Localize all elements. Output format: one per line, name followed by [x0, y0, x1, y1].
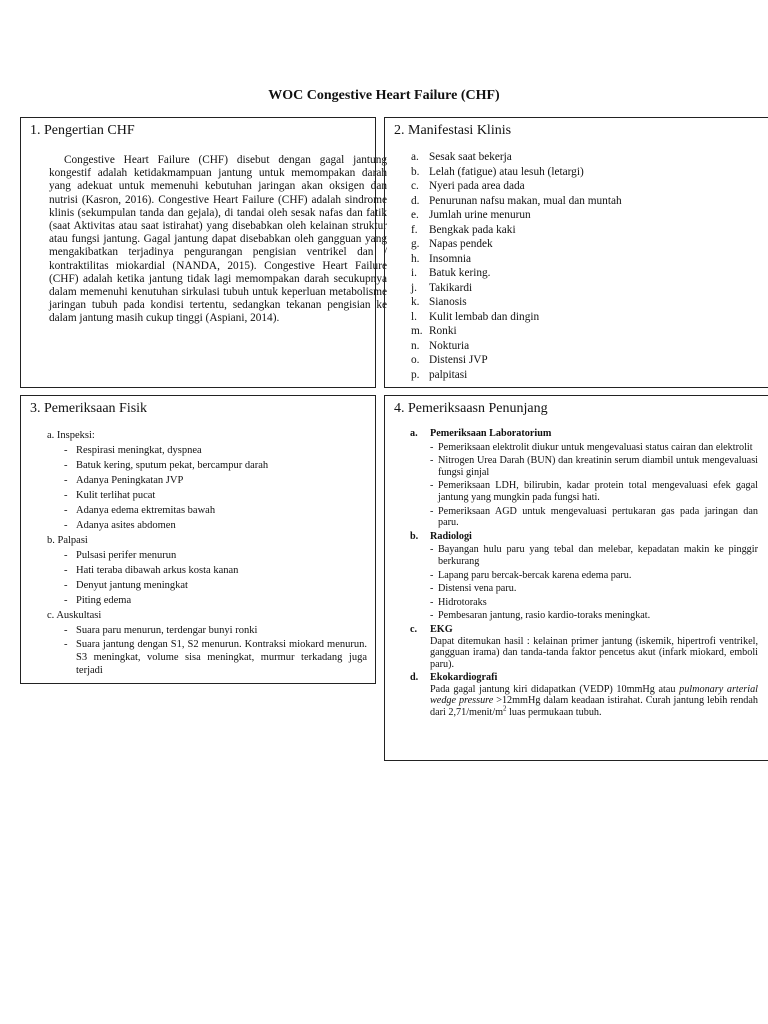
list-item	[411, 165, 622, 180]
list-item	[411, 295, 622, 310]
list-item	[411, 252, 622, 267]
list-item: - Pulsasi perifer menurun	[64, 548, 367, 563]
list-item: - Batuk kering, sputum pekat, bercampur darah	[64, 458, 367, 473]
list-item	[411, 223, 622, 238]
penunjang-heading: 4. Pemeriksaasn Penunjang	[394, 401, 548, 416]
list-text: Kulit lembab dan dingin	[429, 310, 540, 323]
list-item: - Denyut jantung meningkat	[64, 578, 367, 593]
list-marker: k.	[411, 296, 420, 308]
list-marker: j.	[411, 281, 417, 294]
list-item: - Pemeriksaan LDH, bilirubin, kadar protein total mengevaluasi efek gagal jantung yang mungkin pada fungsi hati.	[430, 480, 758, 503]
list-item: - Hati teraba dibawah arkus kosta kanan	[64, 563, 367, 578]
list-item: - Kulit terlihat pucat	[64, 488, 367, 503]
list-text: Ronki	[429, 325, 457, 337]
lab-subheading	[410, 428, 758, 440]
list-item	[411, 310, 622, 325]
list-text: Distensi JVP	[429, 354, 488, 366]
list-text: Takikardi	[429, 281, 473, 294]
list-text: Jumlah urine menurun	[429, 209, 531, 221]
list-item: - Pemeriksaan AGD untuk mengevaluasi pertukaran gas pada jaringan dan paru.	[430, 506, 758, 529]
list-marker: e.	[411, 209, 419, 221]
list-item: - Hidrotoraks	[430, 597, 758, 609]
eko-text-italic: pulmonary arterial wedge pressure	[430, 683, 758, 707]
eko-sup: 2	[503, 704, 507, 713]
fisik-heading: 3. Pemeriksaan Fisik	[30, 401, 148, 416]
ekg-label: EKG	[430, 623, 453, 635]
list-marker: h.	[411, 252, 420, 265]
list-item: - Suara paru menurun, terdengar bunyi ronki	[64, 623, 367, 638]
list-marker: c.	[411, 180, 419, 192]
fisik-section-label: a. Inspeksi:	[47, 430, 95, 441]
manifestasi-list	[411, 150, 622, 382]
list-item: - Nitrogen Urea Darah (BUN) dan kreatinin serum diambil untuk mengevaluasi fungsi ginjal	[430, 455, 758, 478]
fisik-box	[20, 395, 376, 684]
list-text: Nokturia	[429, 339, 470, 352]
list-text: Lelah (fatigue) atau lesuh (letargi)	[429, 165, 584, 178]
list-item	[411, 150, 622, 165]
list-marker: d.	[411, 194, 420, 207]
fisik-list	[47, 443, 367, 533]
list-marker: o.	[411, 354, 420, 366]
list-text: Bengkak pada kaki	[429, 223, 516, 236]
list-text: Nyeri pada area dada	[429, 180, 525, 192]
list-item	[411, 281, 622, 296]
manifestasi-heading: 2. Manifestasi Klinis	[394, 123, 512, 138]
list-item	[411, 339, 622, 354]
ekg-text: Dapat ditemukan hasil : kelainan primer jantung (iskemik, hipertrofi ventrikel, gangguan irama) dan tanda-tanda faktor pencetus akut (infark miokard, emboli paru).	[430, 635, 758, 670]
lab-label: Pemeriksaan Laboratorium	[430, 428, 552, 439]
ekg-marker: c.	[410, 623, 418, 635]
list-item	[411, 368, 622, 383]
list-marker: i.	[411, 267, 417, 279]
list-item	[411, 266, 622, 281]
list-item: - Respirasi meningkat, dyspnea	[64, 443, 367, 458]
list-item	[411, 353, 622, 368]
eko-text-c: luas permukaan tubuh.	[509, 707, 602, 719]
list-marker: g.	[411, 238, 420, 250]
list-marker: a.	[411, 151, 419, 163]
lab-list	[410, 442, 758, 529]
list-item: - Adanya Peningkatan JVP	[64, 473, 367, 488]
list-marker: f.	[411, 223, 418, 236]
list-item: - Adanya asites abdomen	[64, 518, 367, 533]
list-item: - Piting edema	[64, 593, 367, 608]
lab-marker: a.	[410, 428, 418, 439]
list-marker: n.	[411, 339, 420, 352]
fisik-section-label: c. Auskultasi	[47, 610, 102, 621]
fisik-content	[47, 428, 367, 677]
penunjang-content	[410, 428, 758, 721]
list-marker: l.	[411, 310, 417, 323]
pengertian-heading: 1. Pengertian CHF	[30, 123, 135, 138]
list-text: palpitasi	[429, 368, 468, 381]
eko-text-b: >12mmHg dalam keadaan istirahat. Curah jantung lebih rendah dari 2,71/menit/m	[430, 695, 759, 719]
pengertian-text: Congestive Heart Failure (CHF) disebut dengan gagal jantung kongestif adalah ketidakmampuan jantung untuk memompakan darah yang adekuat untuk memenuhi kebutuhan jaringan akan oksigen dan nutrisi (Kasron, 2016). Congestive Heart Failure (CHF) adalah sindrome klinis (sekumpulan tanda dan gejala), di tandai oleh sesak nafas dan fatik (saat Aktivitas atau saat istirahat) yang disebabkan oleh kelainan struktur atau fungsi jantung. Gagal jantung dapat disebabkan oleh gangguan yang mengakibatkan terjadinya pengurangan pengisian ventrikel dan / kontraktilitas miokardial (NANDA, 2015). Congestive Heart Failure (CHF) adalah ketika jantung tidak lagi memompakan darah secukupnya dalam memenuhi kenutuhan sirkulasi tubuh untuk keperluan metabolisme jaringan tubuh pada kondisi tertentu, sedangkan tekanan pengisian ke dalam jantung masih cukup tinggi (Aspiani, 2014).	[49, 154, 387, 325]
list-item: - Lapang paru bercak-bercak karena edema paru.	[430, 570, 758, 582]
list-item	[411, 208, 622, 223]
list-item	[411, 194, 622, 209]
list-marker: m.	[411, 325, 423, 337]
list-text: Penurunan nafsu makan, mual dan muntah	[429, 194, 622, 207]
eko-label: Ekokardiografi	[430, 672, 498, 684]
list-item	[411, 179, 622, 194]
list-item: - Adanya edema ektremitas bawah	[64, 503, 367, 518]
eko-subheading	[410, 672, 758, 684]
manifestasi-box	[384, 117, 768, 388]
eko-text-a: Pada gagal jantung kiri didapatkan (VEDP) 10mmHg atau	[430, 683, 676, 695]
eko-marker: d.	[410, 672, 419, 684]
list-item: - Pemeriksaan elektrolit diukur untuk mengevaluasi status cairan dan elektrolit	[430, 442, 758, 454]
list-marker: b.	[411, 165, 420, 178]
list-text: Batuk kering.	[429, 267, 491, 279]
radio-marker: b.	[410, 530, 419, 542]
list-item	[411, 324, 622, 339]
list-text: Napas pendek	[429, 238, 493, 250]
radio-subheading	[410, 531, 758, 543]
list-item: - Bayangan hulu paru yang tebal dan melebar, kepadatan makin ke pinggir berkurang	[430, 544, 758, 567]
ekg-subheading	[410, 624, 758, 636]
fisik-list	[47, 623, 367, 677]
list-item: - Suara jantung dengan S1, S2 menurun. Kontraksi miokard menurun. S3 meningkat, volume sisa meningkat, murmur terkadang juga terjadi	[64, 638, 367, 677]
page-title: WOC Congestive Heart Failure (CHF)	[268, 88, 500, 103]
list-item: - Distensi vena paru.	[430, 583, 758, 595]
list-text: Sesak saat bekerja	[429, 151, 512, 163]
list-text: Sianosis	[429, 296, 467, 308]
eko-text	[410, 684, 758, 719]
fisik-section-label: b. Palpasi	[47, 535, 88, 546]
list-item: - Pembesaran jantung, rasio kardio-toraks meningkat.	[430, 610, 758, 622]
list-text: Insomnia	[429, 252, 472, 265]
radio-label: Radiologi	[430, 530, 472, 542]
fisik-list	[47, 548, 367, 608]
list-item	[411, 237, 622, 252]
penunjang-box	[384, 395, 768, 761]
list-marker: p.	[411, 368, 420, 381]
radio-list	[410, 544, 758, 622]
pengertian-box	[20, 117, 387, 388]
